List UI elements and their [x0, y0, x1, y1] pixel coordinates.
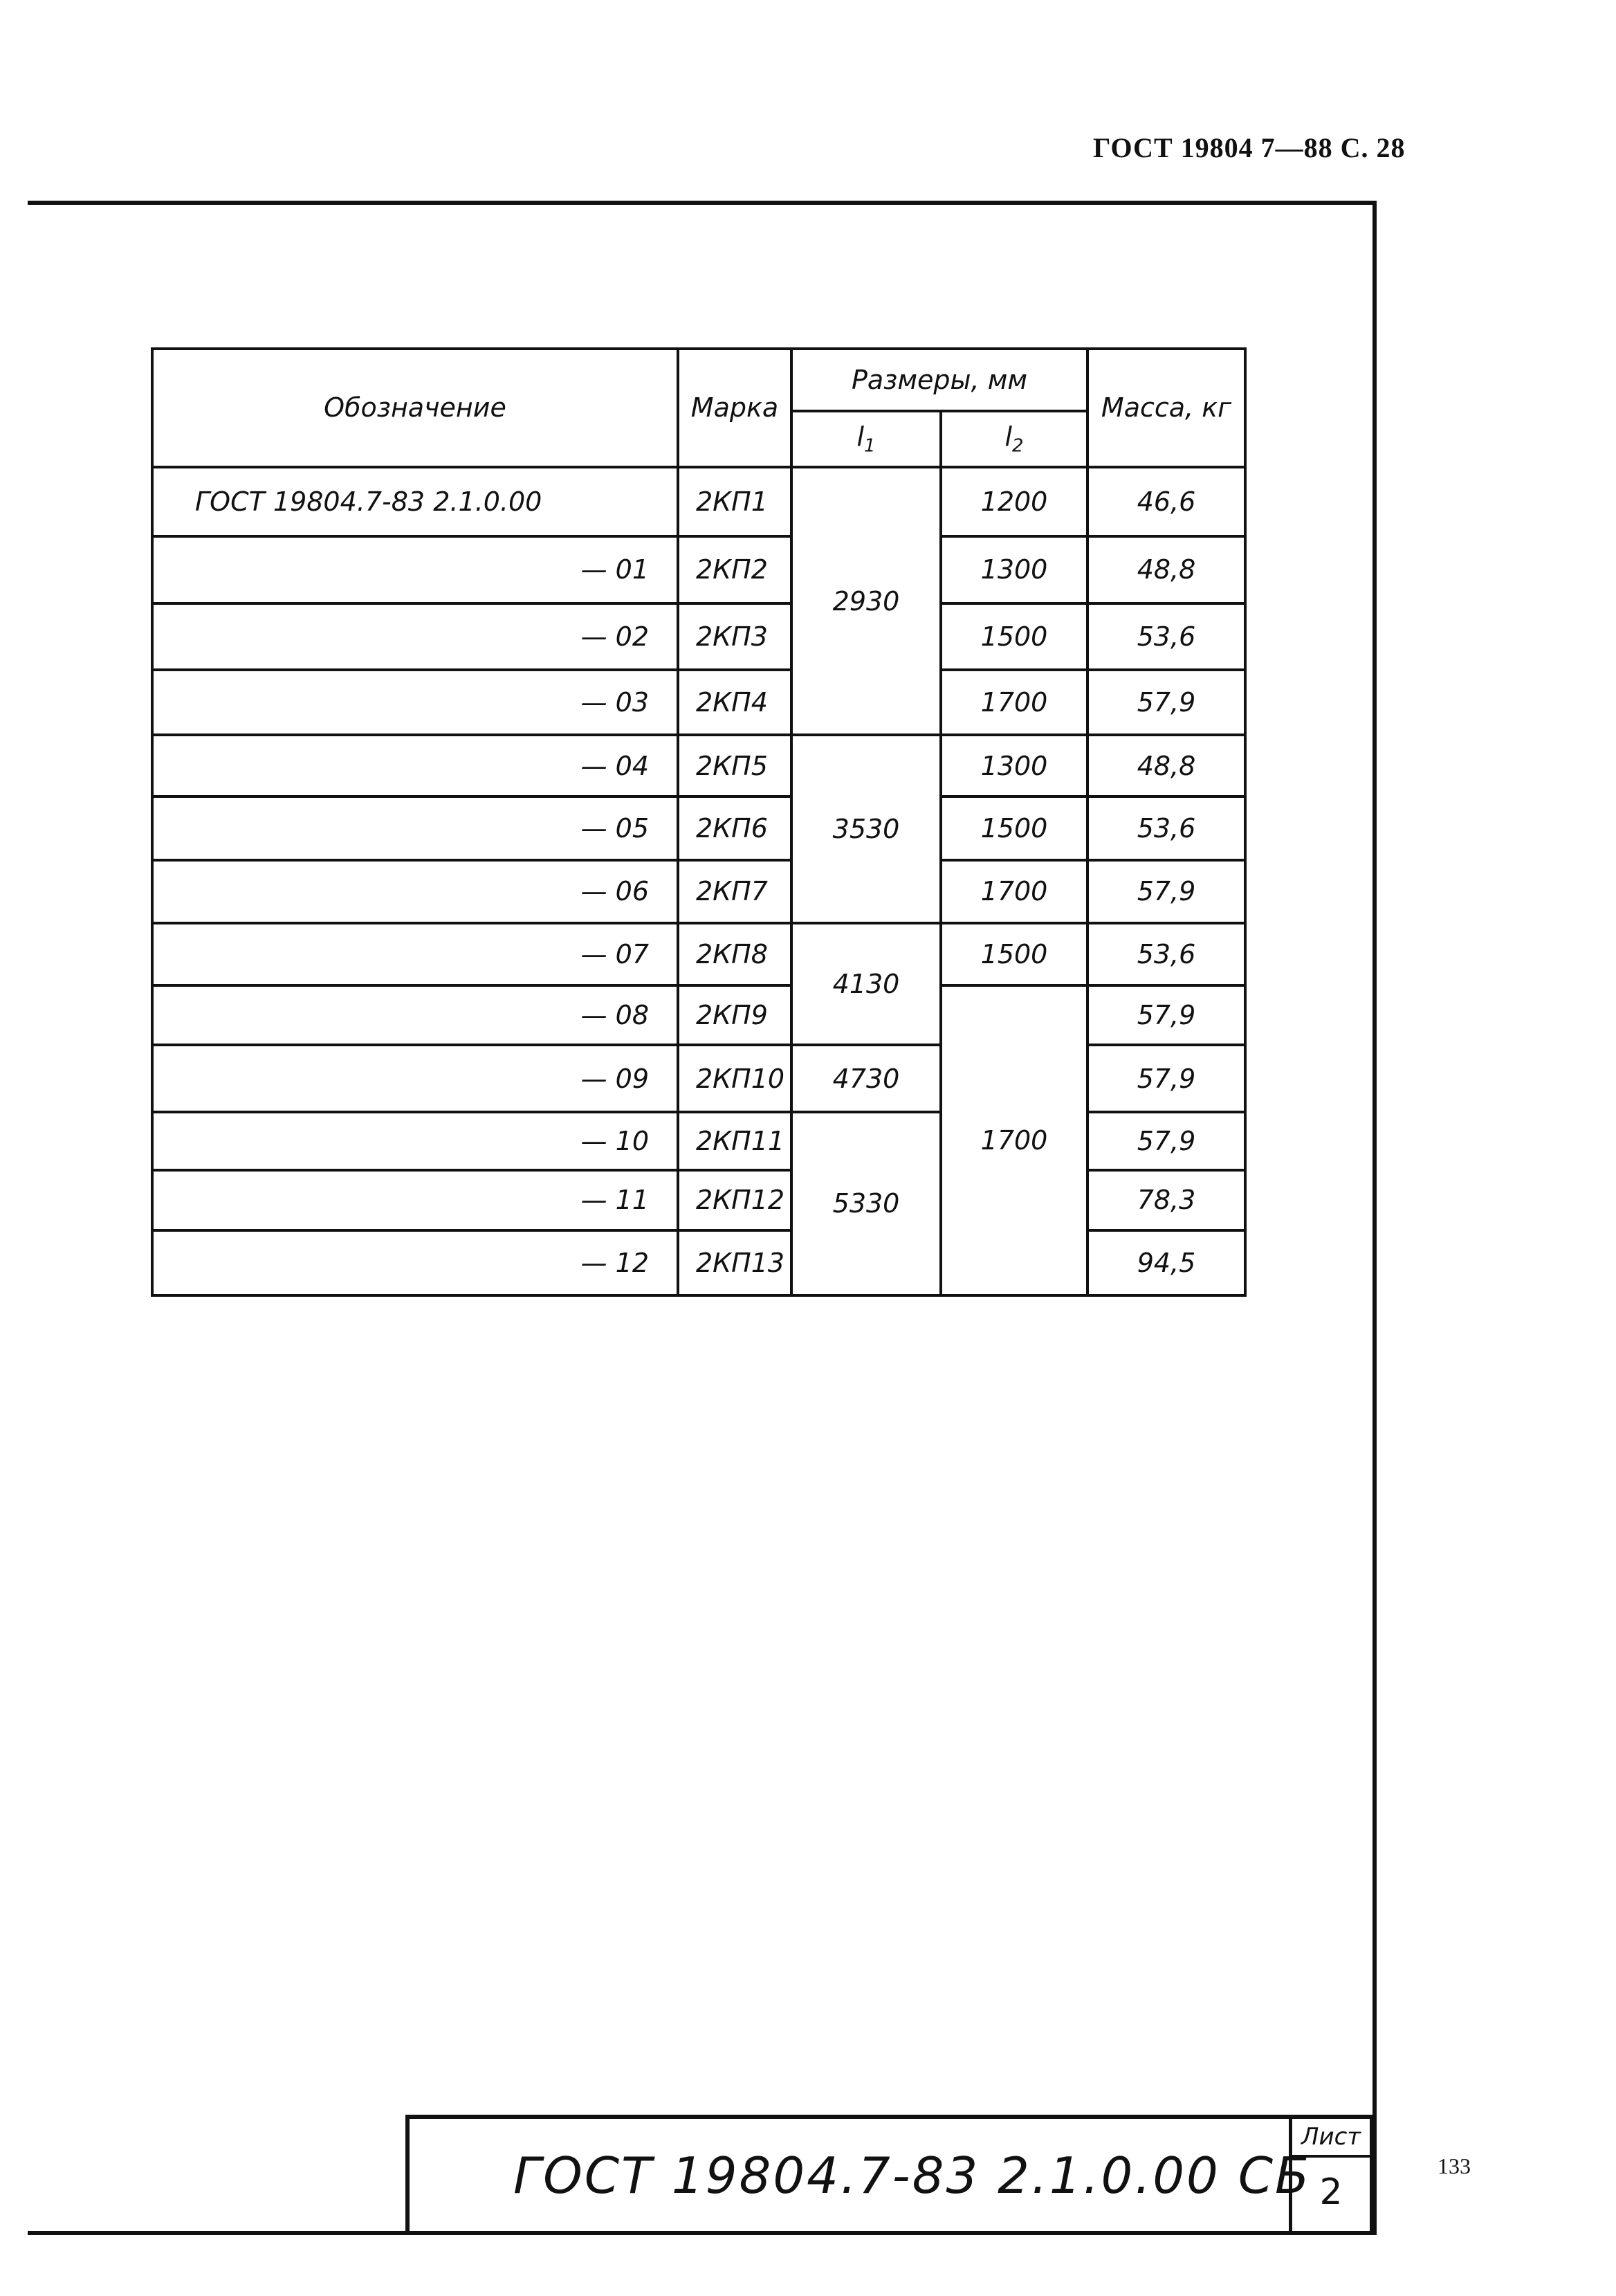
- mass-cell: 57,9: [1087, 1045, 1245, 1111]
- mass-cell: 57,9: [1087, 670, 1245, 735]
- mark-cell: 2КП10: [678, 1045, 791, 1111]
- l1-cell: 5330: [791, 1112, 941, 1295]
- l2-cell: 1200: [941, 467, 1087, 536]
- mark-cell: 2КП4: [678, 670, 791, 735]
- mass-cell: 48,8: [1087, 735, 1245, 796]
- designation-cell: — 09: [152, 1045, 678, 1111]
- mass-cell: 46,6: [1087, 467, 1245, 536]
- mass-cell: 57,9: [1087, 1112, 1245, 1170]
- designation-cell: — 03: [152, 670, 678, 735]
- table-row: [152, 670, 1245, 735]
- designation-cell: — 02: [152, 603, 678, 670]
- designation-cell: ГОСТ 19804.7-83 2.1.0.00: [152, 467, 678, 536]
- table-row: [152, 536, 1245, 603]
- header-mark: Марка: [678, 349, 791, 467]
- designation-cell: — 12: [152, 1230, 678, 1296]
- table-row: [152, 860, 1245, 922]
- mark-cell: 2КП7: [678, 860, 791, 922]
- document-code: ГОСТ 19804.7-83 2.1.0.00 СБ: [513, 2147, 1312, 2205]
- designation-cell: — 10: [152, 1112, 678, 1170]
- header-l2: $l_2$: [941, 411, 1087, 466]
- table-row: [152, 735, 1245, 796]
- page-header: ГОСТ 19804 7—88 С. 28: [1093, 132, 1406, 163]
- mark-cell: 2КП13: [678, 1230, 791, 1296]
- mass-cell: 53,6: [1087, 796, 1245, 860]
- l2-cell: 1500: [941, 923, 1087, 985]
- mass-cell: 53,6: [1087, 923, 1245, 985]
- designation-cell: — 05: [152, 796, 678, 860]
- designation-cell: — 04: [152, 735, 678, 796]
- frame-right-border: [1372, 201, 1377, 2235]
- mark-cell: 2КП12: [678, 1170, 791, 1230]
- mass-cell: 78,3: [1087, 1170, 1245, 1230]
- designation-cell: — 11: [152, 1170, 678, 1230]
- l2-cell: 1500: [941, 796, 1087, 860]
- frame-top-border: [28, 201, 1377, 205]
- mass-cell: 53,6: [1087, 603, 1245, 670]
- l2-cell: 1300: [941, 735, 1087, 796]
- l1-cell: 4130: [791, 923, 941, 1046]
- mark-cell: 2КП2: [678, 536, 791, 603]
- l2-cell: 1700: [941, 860, 1087, 922]
- mark-cell: 2КП1: [678, 467, 791, 536]
- specification-table: [151, 347, 1247, 1297]
- l2-cell: 1300: [941, 536, 1087, 603]
- mark-cell: 2КП5: [678, 735, 791, 796]
- table-row: [152, 923, 1245, 985]
- table-row: [152, 796, 1245, 860]
- page-number: 133: [1438, 2153, 1471, 2178]
- designation-cell: — 01: [152, 536, 678, 603]
- table-row: [152, 985, 1245, 1045]
- header-designation: Обозначение: [152, 349, 678, 467]
- mass-cell: 48,8: [1087, 536, 1245, 603]
- mass-cell: 57,9: [1087, 860, 1245, 922]
- table-row: [152, 603, 1245, 670]
- table-row: [152, 467, 1245, 536]
- mass-cell: 94,5: [1087, 1230, 1245, 1296]
- mark-cell: 2КП3: [678, 603, 791, 670]
- l1-cell: 2930: [791, 467, 941, 736]
- l2-cell: 1700: [941, 670, 1087, 735]
- sheet-box: [1289, 2119, 1370, 2234]
- l2-cell: 1700: [941, 985, 1087, 1295]
- mark-cell: 2КП9: [678, 985, 791, 1045]
- sheet-number: 2: [1319, 2171, 1343, 2213]
- header-l1: $l_1$: [791, 411, 941, 466]
- designation-cell: — 08: [152, 985, 678, 1045]
- title-block: [405, 2115, 1374, 2234]
- mark-cell: 2КП11: [678, 1112, 791, 1170]
- sheet-label: Лист: [1292, 2119, 1370, 2158]
- mass-cell: 57,9: [1087, 985, 1245, 1045]
- l1-cell: 4730: [791, 1045, 941, 1111]
- mark-cell: 2КП8: [678, 923, 791, 985]
- l2-cell: 1500: [941, 603, 1087, 670]
- mark-cell: 2КП6: [678, 796, 791, 860]
- designation-cell: — 07: [152, 923, 678, 985]
- header-dimensions: Размеры, мм: [791, 349, 1087, 411]
- header-mass: Масса, кг: [1087, 349, 1245, 467]
- l1-cell: 3530: [791, 735, 941, 922]
- designation-cell: — 06: [152, 860, 678, 922]
